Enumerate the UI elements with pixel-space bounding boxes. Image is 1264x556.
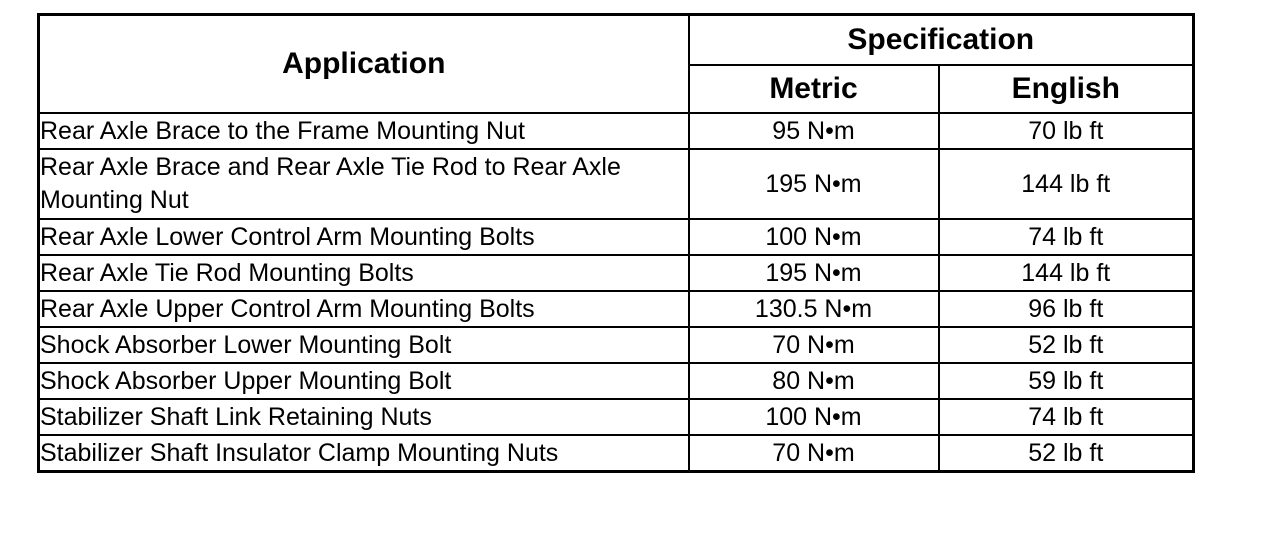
table-row	[39, 435, 1194, 472]
metric-cell: 80 N•m	[689, 363, 939, 399]
metric-cell: 195 N•m	[689, 149, 939, 219]
english-cell: 74 lb ft	[939, 219, 1194, 255]
table-row	[39, 113, 1194, 149]
metric-cell: 100 N•m	[689, 399, 939, 435]
table-row	[39, 255, 1194, 291]
application-cell: Rear Axle Brace to the Frame Mounting Nut	[39, 113, 689, 149]
application-cell: Stabilizer Shaft Link Retaining Nuts	[39, 399, 689, 435]
table-row	[39, 291, 1194, 327]
application-cell: Rear Axle Upper Control Arm Mounting Bolts	[39, 291, 689, 327]
header-metric: Metric	[689, 65, 939, 113]
table-row	[39, 219, 1194, 255]
metric-cell: 195 N•m	[689, 255, 939, 291]
table-row	[39, 363, 1194, 399]
metric-cell: 70 N•m	[689, 435, 939, 472]
english-cell: 144 lb ft	[939, 149, 1194, 219]
application-cell: Stabilizer Shaft Insulator Clamp Mounting Nuts	[39, 435, 689, 472]
table-row	[39, 399, 1194, 435]
english-cell: 70 lb ft	[939, 113, 1194, 149]
metric-cell: 130.5 N•m	[689, 291, 939, 327]
application-cell: Rear Axle Lower Control Arm Mounting Bolts	[39, 219, 689, 255]
metric-cell: 100 N•m	[689, 219, 939, 255]
english-cell: 144 lb ft	[939, 255, 1194, 291]
application-cell: Rear Axle Brace and Rear Axle Tie Rod to Rear Axle Mounting Nut	[39, 149, 689, 219]
fastener-specification-table	[37, 13, 1195, 473]
metric-cell: 70 N•m	[689, 327, 939, 363]
header-specification: Specification	[689, 15, 1194, 66]
application-cell: Shock Absorber Upper Mounting Bolt	[39, 363, 689, 399]
metric-cell: 95 N•m	[689, 113, 939, 149]
english-cell: 52 lb ft	[939, 327, 1194, 363]
english-cell: 59 lb ft	[939, 363, 1194, 399]
english-cell: 74 lb ft	[939, 399, 1194, 435]
table-row	[39, 149, 1194, 219]
header-english: English	[939, 65, 1194, 113]
header-application: Application	[39, 15, 689, 114]
table-row	[39, 327, 1194, 363]
english-cell: 96 lb ft	[939, 291, 1194, 327]
english-cell: 52 lb ft	[939, 435, 1194, 472]
application-cell: Shock Absorber Lower Mounting Bolt	[39, 327, 689, 363]
application-cell: Rear Axle Tie Rod Mounting Bolts	[39, 255, 689, 291]
